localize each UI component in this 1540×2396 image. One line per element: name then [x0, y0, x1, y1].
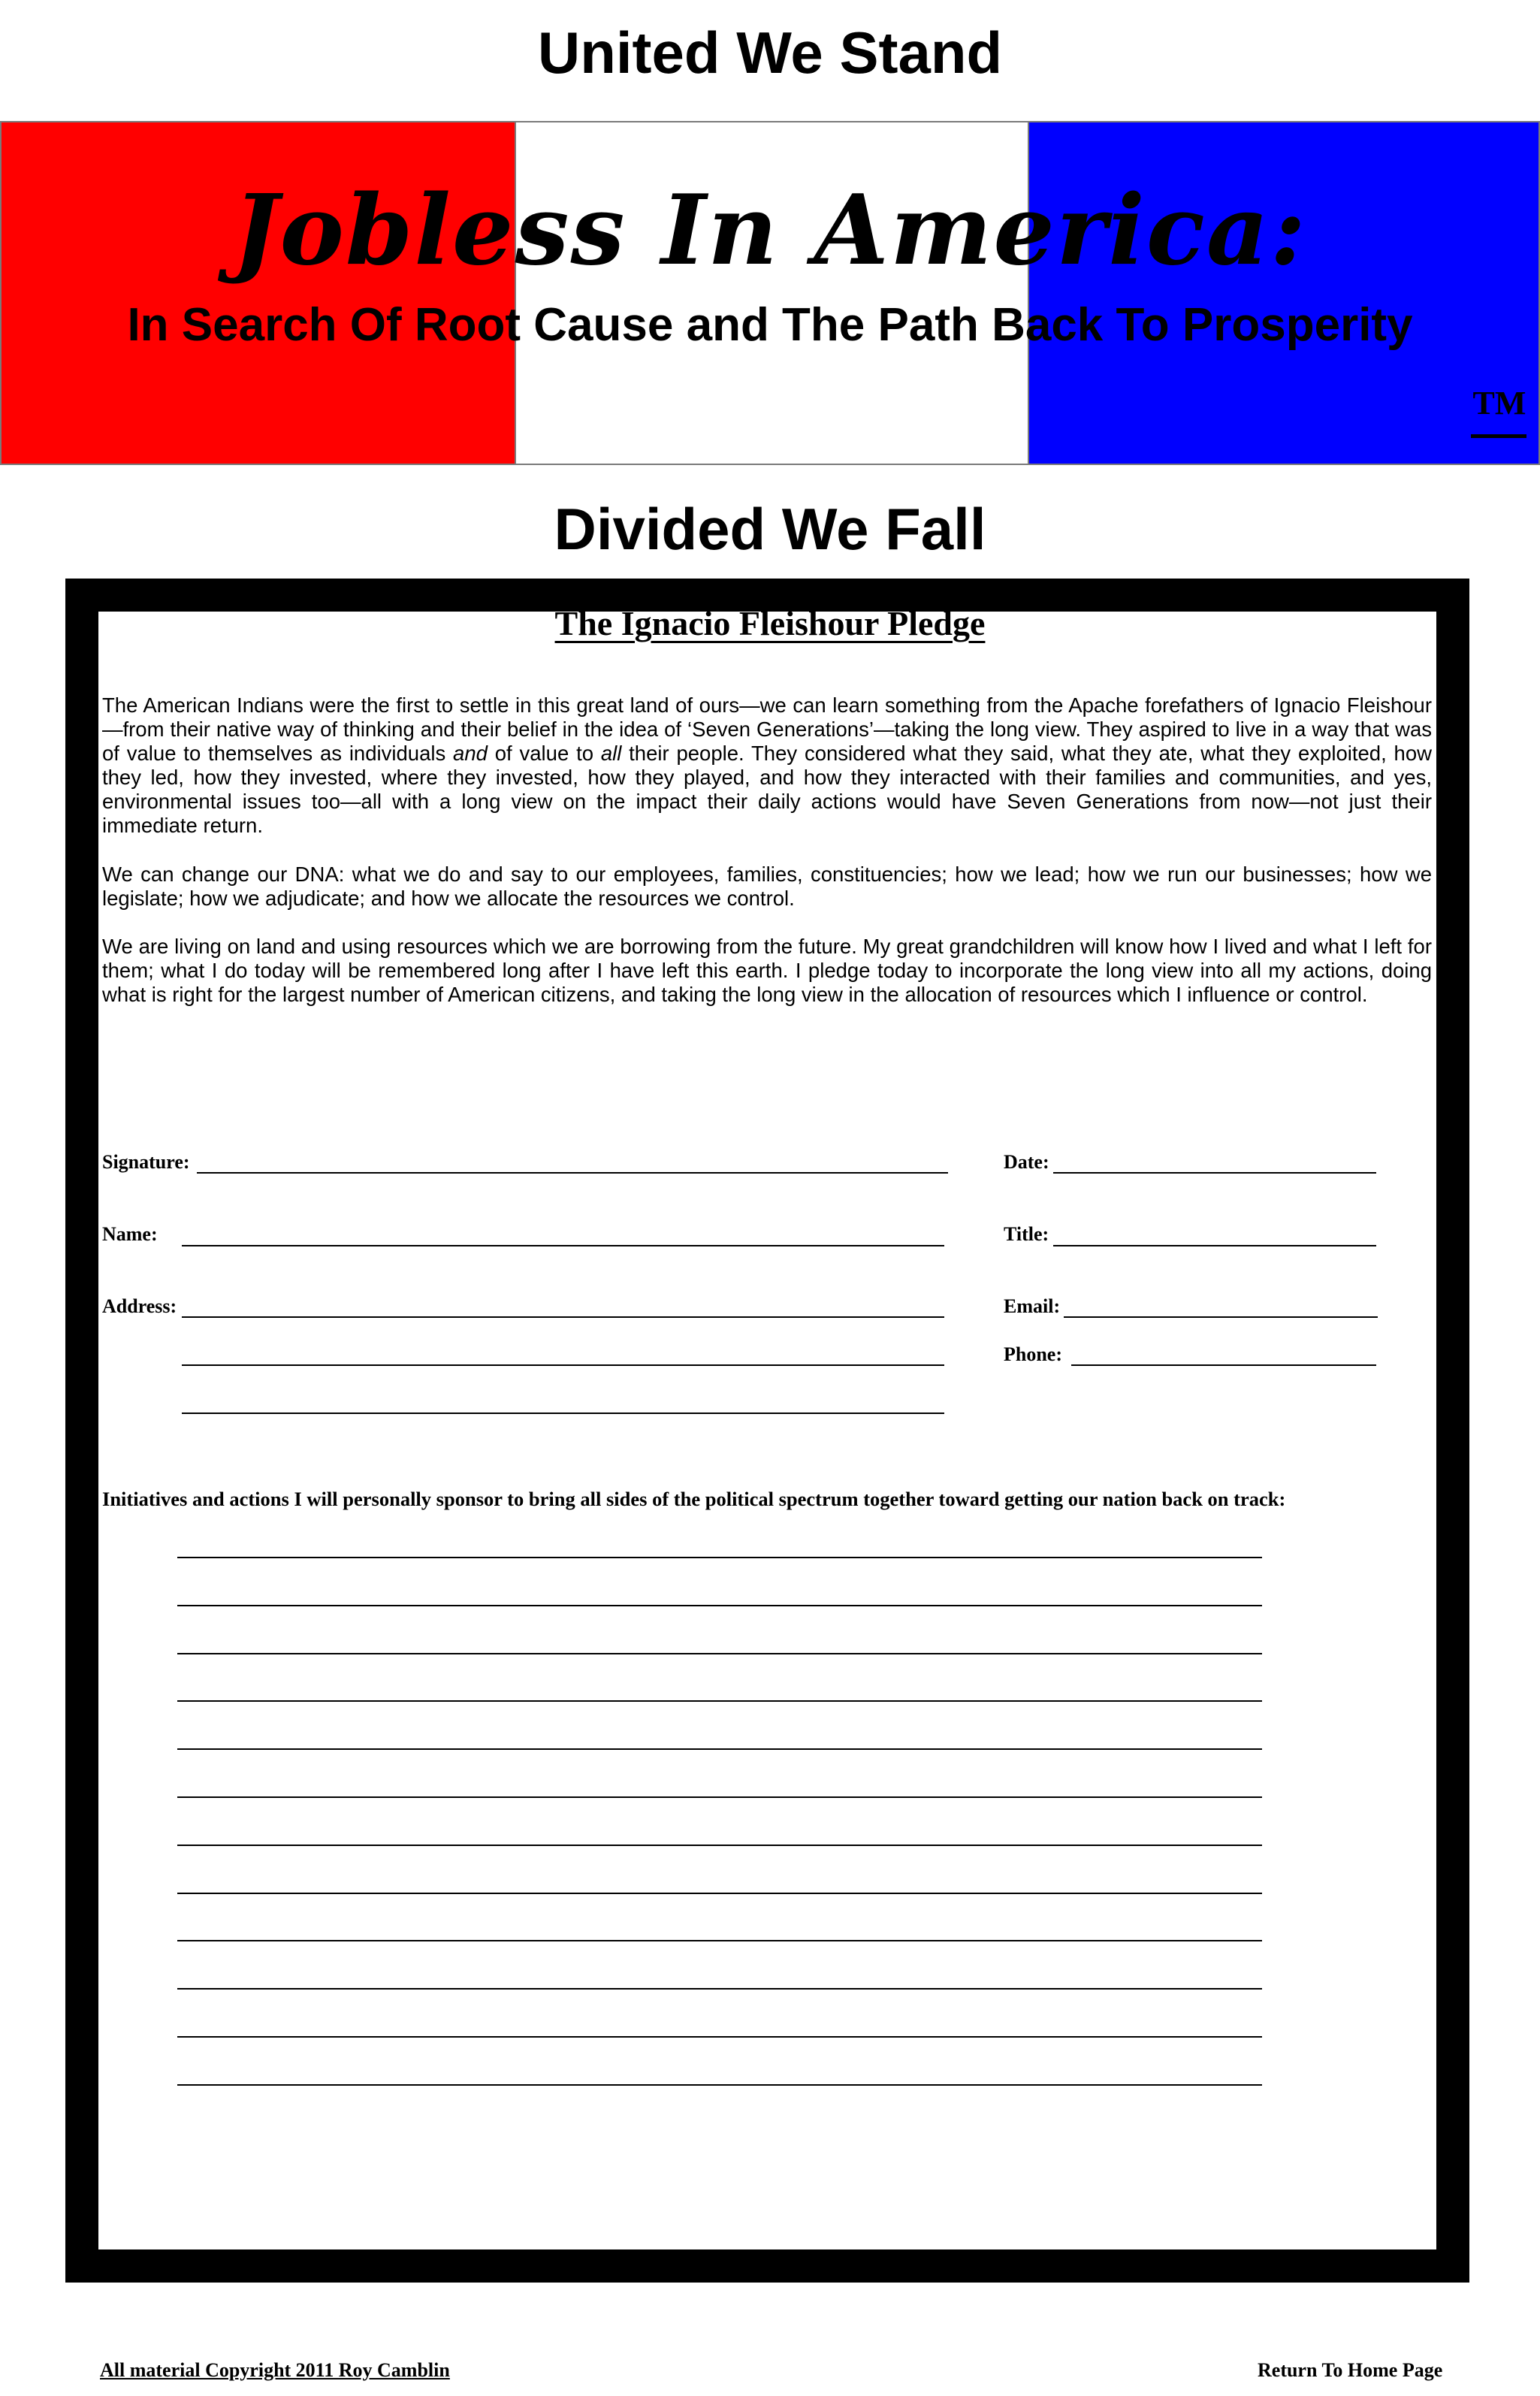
- bottom-heading: Divided We Fall: [554, 496, 986, 562]
- initiative-line[interactable]: [177, 1748, 1262, 1750]
- initiative-line[interactable]: [177, 1988, 1262, 1990]
- address-field-line-2[interactable]: [182, 1364, 944, 1366]
- signature-field[interactable]: [197, 1172, 948, 1174]
- trademark-underline: [1471, 434, 1526, 438]
- initiative-line[interactable]: [177, 1653, 1262, 1654]
- copyright-notice: All material Copyright 2011 Roy Camblin: [100, 2359, 450, 2381]
- para1-text-a: The American Indians were the first to settle in this great land of ours—we can learn something from the Apache forefathers of Ignacio Fleishour—from their native way of thinking and their belief in the idea of ‘Seven Generations’—taking the long view. They aspired to live in a way that was of value to themselves as individuals: [102, 693, 1432, 765]
- signature-label: Signature:: [102, 1151, 190, 1173]
- para1-emphasis-and: and: [453, 742, 488, 765]
- initiative-line[interactable]: [177, 2084, 1262, 2086]
- title-label: Title:: [1004, 1223, 1049, 1245]
- name-label: Name:: [102, 1223, 158, 1245]
- pledge-paragraph-2: We can change our DNA: what we do and say to our employees, families, constituencies; how we lead; how we run our businesses; how we legislate; how we adjudicate; and how we allocate the resources we control.: [102, 863, 1432, 910]
- initiative-line[interactable]: [177, 1845, 1262, 1846]
- initiatives-label: Initiatives and actions I will personally sponsor to bring all sides of the political spectrum together toward getting our nation back on track:: [102, 1488, 1286, 1510]
- initiative-line[interactable]: [177, 1940, 1262, 1941]
- email-field[interactable]: [1064, 1316, 1378, 1318]
- initiative-line[interactable]: [177, 1605, 1262, 1606]
- address-label: Address:: [102, 1295, 177, 1317]
- title-field[interactable]: [1053, 1245, 1376, 1246]
- pledge-title-text: The Ignacio Fleishour Pledge: [554, 604, 986, 642]
- address-field-line-1[interactable]: [182, 1316, 944, 1318]
- initiative-line[interactable]: [177, 1700, 1262, 1702]
- top-heading: United We Stand: [537, 20, 1003, 86]
- pledge-title: [0, 601, 1540, 646]
- phone-label: Phone:: [1004, 1343, 1062, 1365]
- initiative-line[interactable]: [177, 1796, 1262, 1798]
- banner-title: Jobless In America:: [232, 174, 1308, 287]
- para1-text-c: their people. They considered what they said, what they ate, what they exploited, how they led, how they invested, where they invested, how they played, and how they interacted with their families and communities, and yes, environmental issues too—all with a long view on the impact their daily actions would have Seven Generations from now—not just their immediate return.: [102, 742, 1432, 837]
- email-label: Email:: [1004, 1295, 1061, 1317]
- date-field[interactable]: [1053, 1172, 1376, 1174]
- return-home-link[interactable]: Return To Home Page: [1258, 2359, 1443, 2381]
- address-field-line-3[interactable]: [182, 1413, 944, 1414]
- para1-emphasis-all: all: [600, 742, 622, 765]
- pledge-paragraph-1: [102, 693, 1432, 838]
- date-label: Date:: [1004, 1151, 1049, 1173]
- banner-subtitle: In Search Of Root Cause and The Path Back To Prosperity: [127, 299, 1413, 351]
- initiative-line[interactable]: [177, 1557, 1262, 1558]
- pledge-paragraph-3: We are living on land and using resources which we are borrowing from the future. My great grandchildren will know how I lived and what I left for them; what I do today will be remembered long after I have left this earth. I pledge today to incorporate the long view into all my actions, doing what is right for the largest number of American citizens, and taking the long view in the allocation of resources which I influence or control.: [102, 935, 1432, 1006]
- phone-field[interactable]: [1071, 1364, 1376, 1366]
- initiative-line[interactable]: [177, 1893, 1262, 1894]
- flag-banner: [0, 121, 1540, 465]
- name-field[interactable]: [182, 1245, 944, 1246]
- initiative-line[interactable]: [177, 2036, 1262, 2038]
- para1-text-b: of value to: [487, 742, 601, 765]
- trademark-mark: TM: [1472, 385, 1526, 421]
